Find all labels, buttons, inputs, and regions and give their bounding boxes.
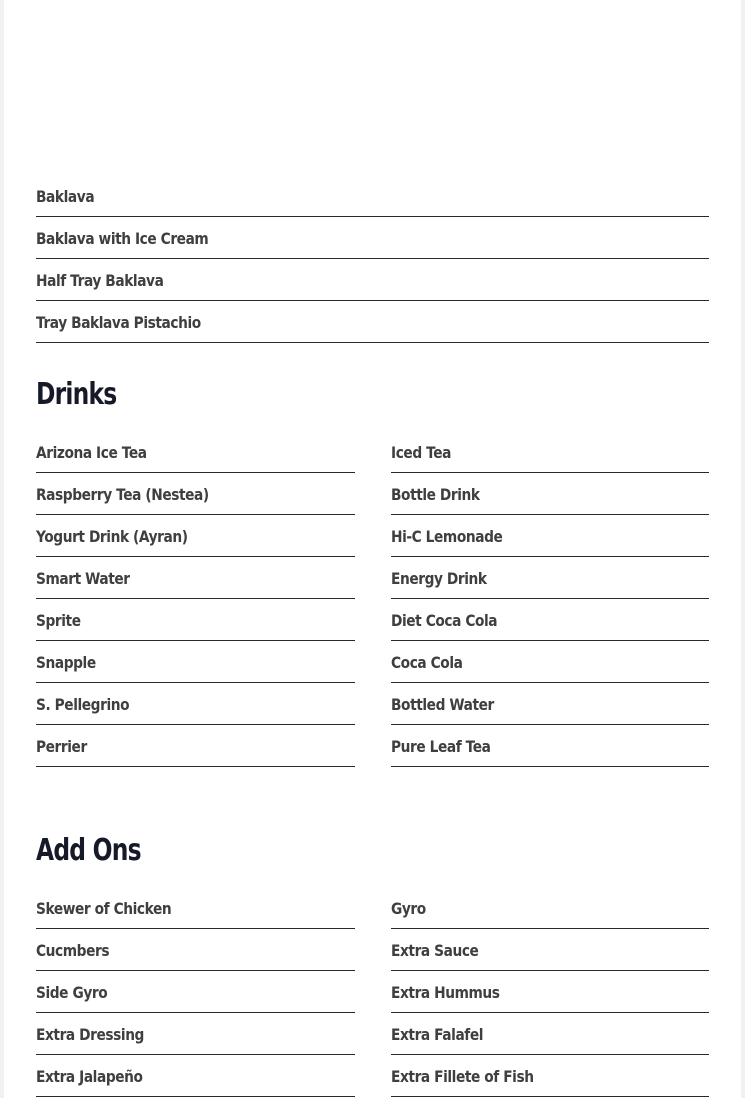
menu-item[interactable] <box>36 1013 355 1055</box>
menu-item-label: Perrier <box>36 737 87 756</box>
menu-item[interactable] <box>36 557 355 599</box>
menu-item[interactable] <box>36 725 355 767</box>
menu-page <box>4 0 741 1098</box>
menu-item[interactable] <box>391 929 709 971</box>
menu-item[interactable] <box>36 929 355 971</box>
menu-item-label: S. Pellegrino <box>36 695 130 714</box>
menu-item[interactable] <box>391 515 709 557</box>
drinks-column-left <box>36 431 355 767</box>
menu-item-label: Raspberry Tea (Nestea) <box>36 485 209 504</box>
menu-item-label: Cucmbers <box>36 941 110 960</box>
menu-item[interactable] <box>391 971 709 1013</box>
menu-item[interactable] <box>36 887 355 929</box>
menu-item[interactable] <box>391 473 709 515</box>
menu-item-label: Energy Drink <box>391 569 487 588</box>
menu-item[interactable] <box>36 217 709 259</box>
menu-item-label: Extra Dressing <box>36 1025 144 1044</box>
menu-item-label: Arizona Ice Tea <box>36 443 147 462</box>
add-ons-column-right <box>391 887 709 1097</box>
menu-item-label: Extra Jalapeño <box>36 1067 143 1086</box>
menu-item[interactable] <box>36 683 355 725</box>
section-title-drinks: Drinks <box>36 377 117 412</box>
menu-item[interactable] <box>391 887 709 929</box>
menu-item-label: Half Tray Baklava <box>36 271 164 290</box>
menu-item-label: Skewer of Chicken <box>36 899 172 918</box>
menu-item[interactable] <box>36 473 355 515</box>
menu-item[interactable] <box>391 725 709 767</box>
menu-item-label: Coca Cola <box>391 653 463 672</box>
menu-item-label: Baklava <box>36 187 95 206</box>
menu-item-label: Extra Falafel <box>391 1025 484 1044</box>
add-ons-column-left <box>36 887 355 1097</box>
menu-item-label: Extra Hummus <box>391 983 500 1002</box>
menu-item-label: Bottled Water <box>391 695 494 714</box>
add-ons-grid <box>36 887 709 1097</box>
menu-item-label: Smart Water <box>36 569 130 588</box>
menu-item[interactable] <box>391 683 709 725</box>
menu-item[interactable] <box>36 431 355 473</box>
menu-item[interactable] <box>391 1055 709 1097</box>
menu-item-label: Extra Fillete of Fish <box>391 1067 534 1086</box>
menu-item[interactable] <box>391 599 709 641</box>
menu-item-label: Tray Baklava Pistachio <box>36 313 201 332</box>
menu-item[interactable] <box>36 971 355 1013</box>
menu-item[interactable] <box>36 175 709 217</box>
menu-item-label: Bottle Drink <box>391 485 480 504</box>
menu-item[interactable] <box>36 515 355 557</box>
menu-item-label: Pure Leaf Tea <box>391 737 491 756</box>
menu-item-label: Snapple <box>36 653 96 672</box>
menu-item-label: Diet Coca Cola <box>391 611 498 630</box>
menu-item-label: Iced Tea <box>391 443 451 462</box>
desserts-list <box>36 175 709 343</box>
menu-item[interactable] <box>391 1013 709 1055</box>
menu-item[interactable] <box>36 599 355 641</box>
menu-item[interactable] <box>36 259 709 301</box>
menu-item-label: Side Gyro <box>36 983 108 1002</box>
menu-item-label: Sprite <box>36 611 81 630</box>
menu-item-label: Extra Sauce <box>391 941 479 960</box>
drinks-grid <box>36 431 709 767</box>
section-title-add-ons: Add Ons <box>36 833 141 868</box>
menu-item[interactable] <box>391 641 709 683</box>
menu-item[interactable] <box>36 1055 355 1097</box>
menu-item-label: Gyro <box>391 899 426 918</box>
menu-item-label: Yogurt Drink (Ayran) <box>36 527 188 546</box>
menu-item[interactable] <box>391 557 709 599</box>
menu-item[interactable] <box>391 431 709 473</box>
drinks-column-right <box>391 431 709 767</box>
menu-item[interactable] <box>36 641 355 683</box>
menu-item-label: Baklava with Ice Cream <box>36 229 209 248</box>
menu-item[interactable] <box>36 301 709 343</box>
menu-item-label: Hi-C Lemonade <box>391 527 503 546</box>
